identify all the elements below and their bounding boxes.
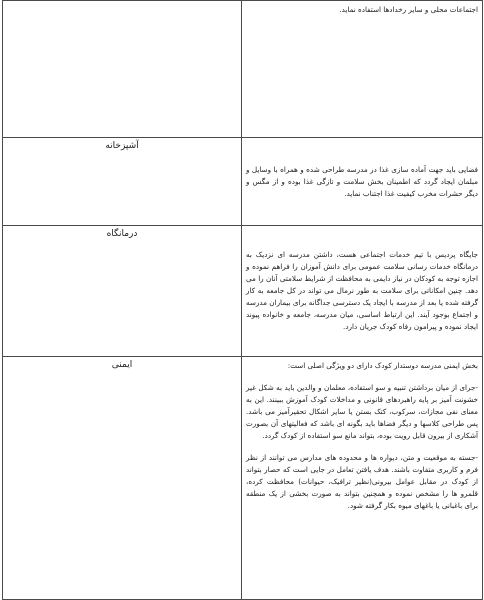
row-paragraph: جایگاه پردیس با تیم خدمات اجتماعی هست، داشتن مدرسه ای نزدیک به درمانگاه خدمات رسانی سلامت عمومی برای دانش آموزان را فراهم نموده و اجازه توجه به کودکان در نیاز دایمی به محافظت از شرایط سلامتی آنان را می دهد. چنین امکاناتی برای سلامت به طور نرمال می تواند در کل جامعه به کار گرفته شده یا بعد از مدرسه با ایجاد یک دسترسی جداگانه برای بیماران مدرسه و اجتماع بوجود آیند. این ارتباط اساسی، میان مدرسه، جامعه و خانواده پیوند ایجاد نموده و پیرامون رفاه کودک جریان دارد. (246, 250, 478, 331)
table-row (3, 1, 483, 138)
row-content (242, 138, 483, 226)
row-label: درمانگاه (3, 226, 242, 357)
row-content (242, 226, 483, 357)
row-content (242, 1, 483, 138)
table-row (3, 138, 483, 226)
row-label: ایمنی (3, 357, 242, 600)
content-table (2, 0, 483, 600)
row-label (3, 1, 242, 138)
row-label: آشپزخانه (3, 138, 242, 226)
row-paragraph: اجتماعات محلی و سایر رخدادها استفاده نماید. (339, 5, 478, 14)
row-paragraph: بخش ایمنی مدرسه دوستدار کودک دارای دو ویژگی اصلی است: (287, 361, 478, 370)
row-content (242, 357, 483, 600)
row-paragraph: -جسته به موقعیت و متن، دیواره ها و محدوده های مدارس می توانند از نظر فرم و کاربری متفاوت باشند. هدف یافتن تعامل در جایی است که حصار بتواند از کودک در مقابل عوامل بیرونی(نظیر ترافیک، حیوانات) محافظت کرده، قلمرو ها را مشخص نموده و همچنین بتواند به صورت بخشی از یک منطقه برای باغبانی یا باغهای میوه بکار گرفته شود. (246, 453, 478, 510)
row-paragraph: فضایی باید جهت آماده سازی غذا در مدرسه طراحی شده و همراه با وسایل و مبلمان ایجاد گردد که اطمینان بخش سلامت و تازگی غذا بوده و از مگس و دیگر حشرات مخرب کیفیت غذا اجتناب نماید. (246, 164, 478, 198)
table-row (3, 226, 483, 357)
row-paragraph: -جرای از میان برداشتن تنبیه و سو استفاده، معلمان و والدین باید به شکل غیر خشونت آمیز بر پایه راهبردهای قانونی و مداخلات کودک آموزش ببینند. این به معنای نفی مجازات، سرکوب، کتک بستن یا سایر اشکال تحقیرآمیز می باشد. پس طراحی کلاسها و دیگر فضاها باید بگونه ای باشد که فعالیتهای آن بصورت آشکاری از بیرون قابل رویت بوده، بتواند مانع سو استفاده از کودک گردد. (246, 383, 478, 440)
table-row (3, 357, 483, 600)
